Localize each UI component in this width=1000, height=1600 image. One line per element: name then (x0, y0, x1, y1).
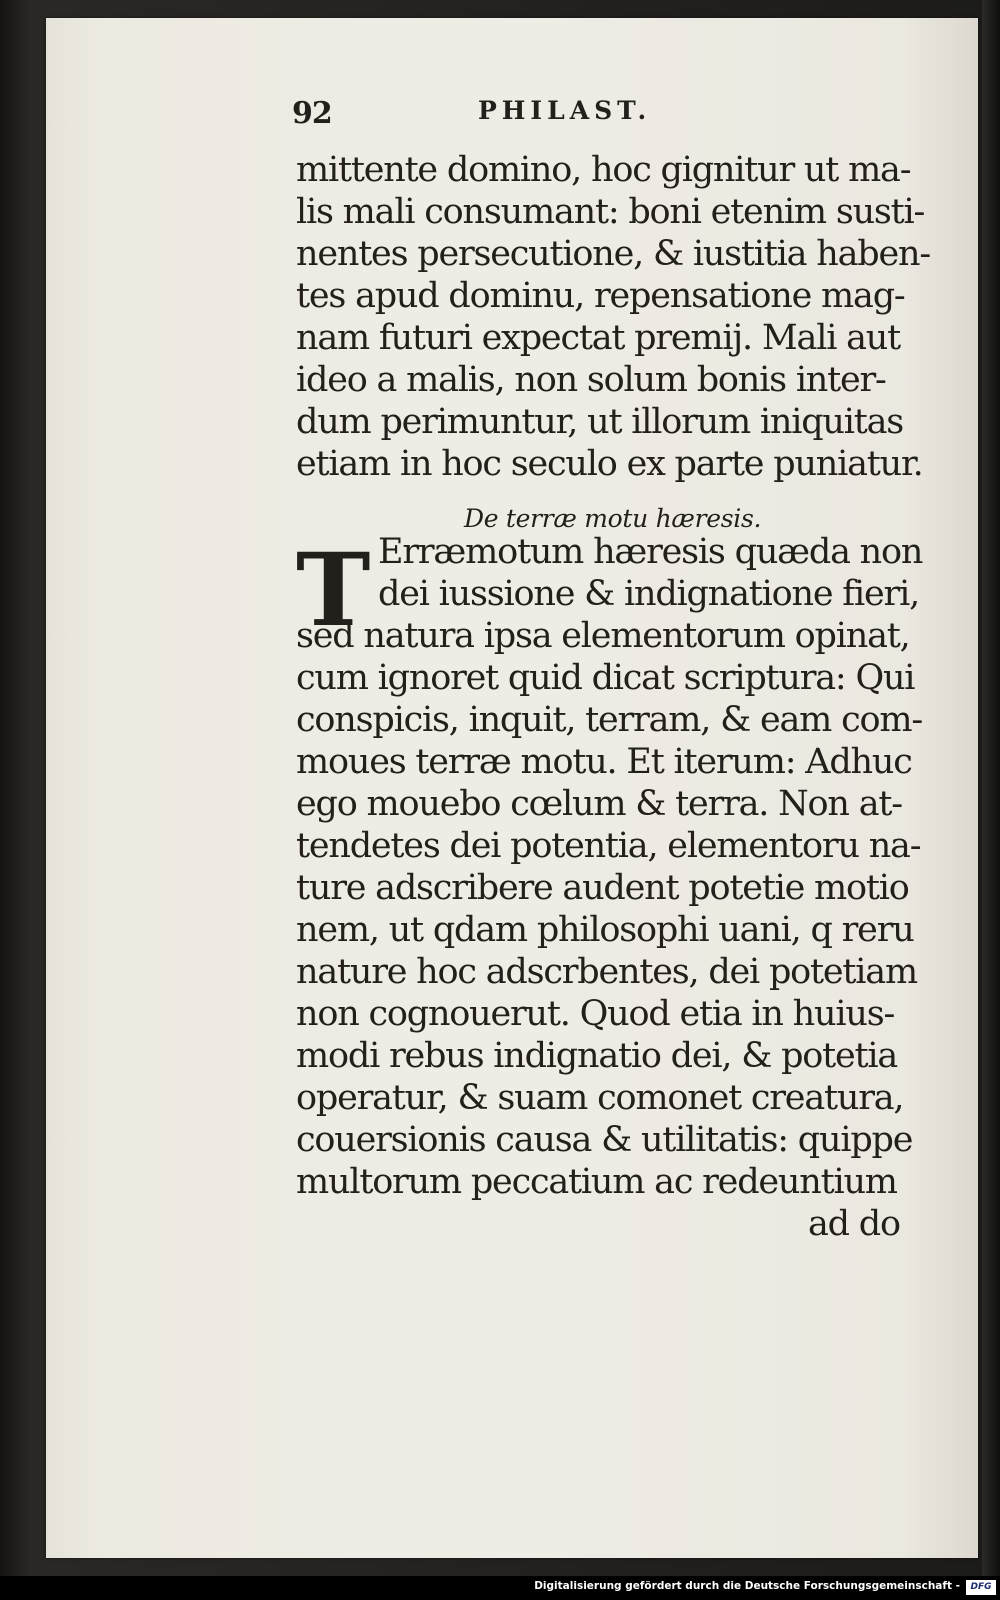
text-line: lis mali consumant: boni etenim susti- (296, 192, 925, 232)
text-line: nem, ut qdam philosophi uani, q reru (296, 910, 914, 950)
text-line: ideo a malis, non solum bonis inter- (296, 360, 886, 400)
text-line: modi rebus indignatio dei, & potetia (296, 1036, 898, 1076)
drop-cap-initial: T (296, 531, 371, 649)
text-line: mittente domino, hoc gignitur ut ma- (296, 150, 911, 190)
text-line: ture adscribere audent potetie motio (296, 868, 909, 908)
text-line: non cognouerut. Quod etia in huius- (296, 994, 895, 1034)
footer-credit: Digitalisierung gefördert durch die Deutsche Forschungsgemeinschaft - (534, 1580, 960, 1592)
text-line: nentes persecutione, & iustitia haben- (296, 234, 930, 274)
text-line: dei iussione & indignatione fieri, (378, 574, 919, 614)
text-line: Erræmotum hæresis quæda non (378, 532, 923, 572)
page-number: 92 (292, 96, 332, 131)
text-line: multorum peccatium ac redeuntium (296, 1162, 897, 1202)
text-line: tendetes dei potentia, elementoru na- (296, 826, 921, 866)
text-line: nature hoc adscrbentes, dei potetiam (296, 952, 917, 992)
text-line: tes apud dominu, repensatione mag- (296, 276, 905, 316)
text-line: sed natura ipsa elementorum opinat, (296, 616, 910, 656)
text-line: operatur, & suam comonet creatura, (296, 1078, 904, 1118)
text-line: cum ignoret quid dicat scriptura: Qui (296, 658, 915, 698)
text-line: dum perimuntur, ut illorum iniquitas (296, 402, 904, 442)
dfg-logo: DFG (966, 1580, 996, 1595)
scan-edge (982, 0, 1000, 1600)
running-head: PHILAST. (478, 96, 652, 125)
text-line: couersionis causa & utilitatis: quippe (296, 1120, 913, 1160)
section-heading: De terræ motu hæresis. (464, 504, 762, 533)
catchword: ad do (808, 1204, 900, 1244)
digitization-footer (0, 1576, 1000, 1600)
text-line: ego mouebo cœlum & terra. Non at- (296, 784, 902, 824)
text-line: etiam in hoc seculo ex parte puniatur. (296, 444, 923, 484)
text-line: nam futuri expectat premij. Mali aut (296, 318, 900, 358)
text-line: conspicis, inquit, terram, & eam com- (296, 700, 922, 740)
text-line: moues terræ motu. Et iterum: Adhuc (296, 742, 912, 782)
